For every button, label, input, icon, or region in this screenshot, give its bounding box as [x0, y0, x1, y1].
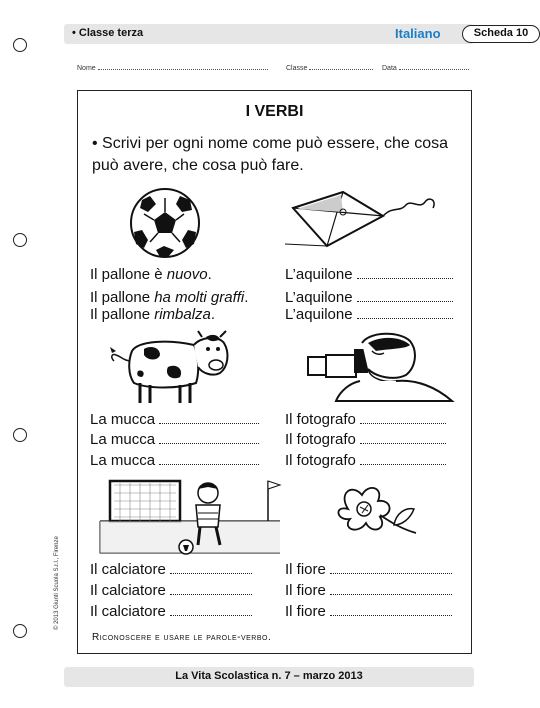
instruction-text: • Scrivi per ogni nome come può essere, che cosa può avere, che cosa può fare.: [92, 135, 448, 174]
calciatore-line-2[interactable]: [90, 582, 252, 599]
class-blank[interactable]: [309, 64, 373, 70]
name-blank[interactable]: [98, 64, 268, 70]
sentence-subject: Il pallone: [90, 306, 151, 323]
sentence-example: rimbalza: [154, 306, 211, 323]
answer-blank[interactable]: [159, 443, 259, 444]
class-field[interactable]: [286, 64, 373, 72]
answer-blank[interactable]: [159, 464, 259, 465]
cow-icon: [108, 331, 238, 409]
sentence-verb: è: [150, 266, 167, 283]
fotografo-line-1[interactable]: [285, 411, 446, 428]
subject-label: Italiano: [395, 26, 441, 41]
sentence-subject: L’aquilone: [285, 289, 353, 306]
fotografo-line-2[interactable]: [285, 431, 446, 448]
sentence-subject: La mucca: [90, 452, 156, 469]
fiore-line-1[interactable]: [285, 561, 452, 578]
class-level: • Classe terza: [72, 27, 144, 39]
answer-blank[interactable]: [330, 615, 452, 616]
sentence-period: .: [210, 306, 216, 323]
answer-blank[interactable]: [360, 464, 446, 465]
calciatore-line-1[interactable]: [90, 561, 252, 578]
binder-hole: [13, 624, 27, 638]
fotografo-line-3[interactable]: [285, 452, 446, 469]
binder-hole: [13, 233, 27, 247]
answer-blank[interactable]: [330, 594, 452, 595]
soccer-player-icon: [100, 473, 280, 555]
mucca-line-1[interactable]: [90, 411, 259, 428]
mucca-line-2[interactable]: [90, 431, 259, 448]
sentence-subject: Il calciatore: [90, 603, 166, 620]
sentence-subject: L’aquilone: [285, 306, 353, 323]
pallone-sentence-3: [90, 306, 215, 323]
date-label: Data: [382, 65, 397, 72]
answer-blank[interactable]: [357, 301, 453, 302]
sentence-subject: Il calciatore: [90, 582, 166, 599]
sentence-period: .: [207, 266, 212, 283]
publication-info: La Vita Scolastica n. 7 – marzo 2013: [175, 670, 363, 682]
worksheet-frame: [77, 90, 472, 654]
date-field[interactable]: [382, 64, 469, 72]
kite-icon: [283, 186, 443, 256]
worksheet-number: Scheda 10: [462, 25, 540, 43]
sentence-subject: Il fotografo: [285, 431, 356, 448]
answer-blank[interactable]: [357, 318, 453, 319]
flower-icon: [318, 479, 418, 539]
mucca-line-3[interactable]: [90, 452, 259, 469]
answer-blank[interactable]: [360, 443, 446, 444]
sentence-subject: Il pallone: [90, 266, 151, 283]
aquilone-line-2[interactable]: [285, 289, 453, 306]
soccer-ball-icon: [128, 186, 202, 260]
worksheet-title: I VERBI: [245, 103, 304, 120]
fiore-line-3[interactable]: [285, 603, 452, 620]
sentence-subject: Il fiore: [285, 603, 326, 620]
sentence-subject: Il pallone: [90, 289, 151, 306]
copyright-notice: © 2013 Giunti Scuola S.r.l., Firenze: [54, 536, 60, 630]
answer-blank[interactable]: [170, 594, 252, 595]
pallone-sentence-2: [90, 289, 248, 306]
sentence-subject: Il fiore: [285, 582, 326, 599]
learning-objective: Riconoscere e usare le parole-verbo.: [92, 632, 272, 643]
sentence-subject: Il calciatore: [90, 561, 166, 578]
footer-bar: [64, 667, 474, 687]
binder-hole: [13, 428, 27, 442]
sentence-period: .: [244, 289, 249, 306]
sentence-subject: La mucca: [90, 411, 156, 428]
name-field[interactable]: [77, 64, 268, 72]
sentence-example: nuovo: [166, 266, 208, 283]
header-bar: [64, 24, 529, 44]
sentence-subject: La mucca: [90, 431, 156, 448]
calciatore-line-3[interactable]: [90, 603, 252, 620]
answer-blank[interactable]: [360, 423, 446, 424]
fiore-line-2[interactable]: [285, 582, 452, 599]
answer-blank[interactable]: [170, 615, 252, 616]
answer-blank[interactable]: [170, 573, 252, 574]
name-label: Nome: [77, 65, 96, 72]
photographer-icon: [306, 331, 456, 411]
answer-blank[interactable]: [357, 278, 453, 279]
answer-blank[interactable]: [330, 573, 452, 574]
sentence-subject: L’aquilone: [285, 266, 353, 283]
sentence-example: ha molti graffi: [154, 289, 245, 306]
binder-hole: [13, 38, 27, 52]
date-blank[interactable]: [399, 64, 469, 70]
pallone-sentence-1: [90, 266, 212, 283]
answer-blank[interactable]: [159, 423, 259, 424]
aquilone-line-1[interactable]: [285, 266, 453, 283]
sentence-subject: Il fotografo: [285, 452, 356, 469]
sentence-subject: Il fiore: [285, 561, 326, 578]
sentence-subject: Il fotografo: [285, 411, 356, 428]
aquilone-line-3[interactable]: [285, 306, 453, 323]
class-label: Classe: [286, 65, 308, 72]
